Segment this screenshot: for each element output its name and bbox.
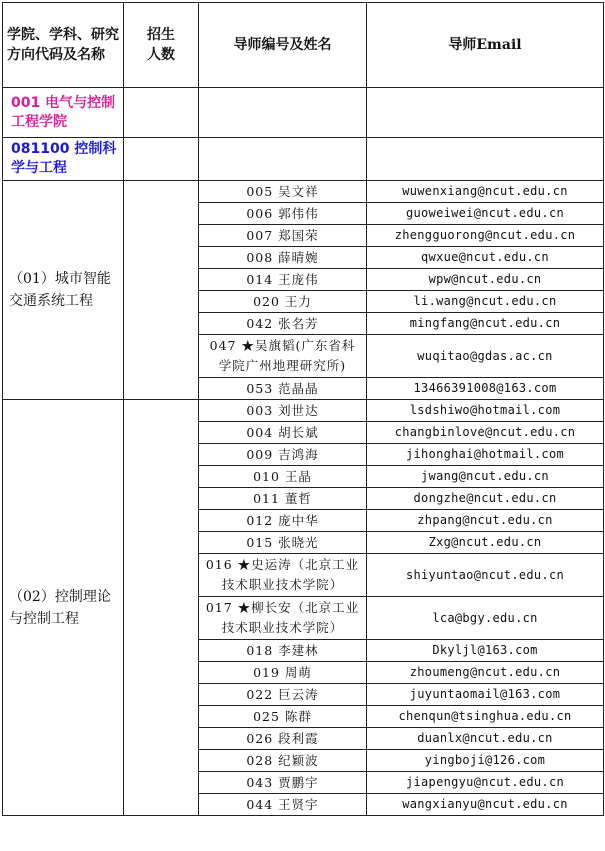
empty-cell xyxy=(367,138,604,181)
advisor-name: 012 庞中华 xyxy=(199,510,367,532)
empty-cell xyxy=(199,138,367,181)
advisor-name: 019 周萌 xyxy=(199,662,367,684)
discipline-name: 081100 控制科学与工程 xyxy=(3,138,124,181)
advisor-email[interactable]: guoweiwei@ncut.edu.cn xyxy=(367,203,604,225)
advisor-email[interactable]: li.wang@ncut.edu.cn xyxy=(367,291,604,313)
advisor-email[interactable]: wpw@ncut.edu.cn xyxy=(367,269,604,291)
empty-cell xyxy=(367,88,604,138)
advisor-email[interactable]: duanlx@ncut.edu.cn xyxy=(367,728,604,750)
advisor-name: 016 ★史运涛（北京工业技术职业技术学院） xyxy=(199,554,367,597)
advisor-email[interactable]: zhpang@ncut.edu.cn xyxy=(367,510,604,532)
advisor-email[interactable]: dongzhe@ncut.edu.cn xyxy=(367,488,604,510)
advisor-email[interactable]: lsdshiwo@hotmail.com xyxy=(367,400,604,422)
header-row xyxy=(3,3,604,88)
advisor-email[interactable]: qwxue@ncut.edu.cn xyxy=(367,247,604,269)
advisor-email[interactable]: mingfang@ncut.edu.cn xyxy=(367,313,604,335)
advisor-row xyxy=(3,181,604,203)
advisor-name: 022 巨云涛 xyxy=(199,684,367,706)
advisor-name: 042 张名芳 xyxy=(199,313,367,335)
advisor-email[interactable]: lca@bgy.edu.cn xyxy=(367,597,604,640)
advisor-email[interactable]: jihonghai@hotmail.com xyxy=(367,444,604,466)
enrollment-count xyxy=(124,400,199,816)
discipline-row xyxy=(3,138,604,181)
advisor-email[interactable]: 13466391008@163.com xyxy=(367,378,604,400)
advisor-email[interactable]: yingboji@126.com xyxy=(367,750,604,772)
advisor-name: 005 吴文祥 xyxy=(199,181,367,203)
advisor-name: 028 纪颖波 xyxy=(199,750,367,772)
research-direction: （02）控制理论与控制工程 xyxy=(3,400,124,816)
college-name: 001 电气与控制工程学院 xyxy=(3,88,124,138)
advisor-email[interactable]: zhoumeng@ncut.edu.cn xyxy=(367,662,604,684)
advisor-email[interactable]: Dkyljl@163.com xyxy=(367,640,604,662)
advisor-name: 008 薛晴婉 xyxy=(199,247,367,269)
advisor-email[interactable]: jiapengyu@ncut.edu.cn xyxy=(367,772,604,794)
advisor-email[interactable]: changbinlove@ncut.edu.cn xyxy=(367,422,604,444)
advisor-email[interactable]: shiyuntao@ncut.edu.cn xyxy=(367,554,604,597)
header-direction: 学院、学科、研究方向代码及名称 xyxy=(3,3,124,88)
advisor-email[interactable]: wuwenxiang@ncut.edu.cn xyxy=(367,181,604,203)
advisor-name: 009 吉鸿海 xyxy=(199,444,367,466)
advisor-name: 015 张晓光 xyxy=(199,532,367,554)
advisor-name: 025 陈群 xyxy=(199,706,367,728)
advisor-name: 011 董哲 xyxy=(199,488,367,510)
advisor-name: 026 段利霞 xyxy=(199,728,367,750)
advisor-email[interactable]: Zxg@ncut.edu.cn xyxy=(367,532,604,554)
empty-cell xyxy=(124,88,199,138)
header-email: 导师Email xyxy=(367,3,604,88)
advisor-name: 010 王晶 xyxy=(199,466,367,488)
advisor-email[interactable]: wuqitao@gdas.ac.cn xyxy=(367,335,604,378)
enrollment-count xyxy=(124,181,199,400)
empty-cell xyxy=(124,138,199,181)
advisor-name: 017 ★柳长安（北京工业技术职业技术学院） xyxy=(199,597,367,640)
advisor-email[interactable]: wangxianyu@ncut.edu.cn xyxy=(367,794,604,816)
header-enrollment: 招生人数 xyxy=(124,3,199,88)
advisor-email[interactable]: juyuntaomail@163.com xyxy=(367,684,604,706)
advisor-name: 014 王庞伟 xyxy=(199,269,367,291)
advisor-email[interactable]: zhengguorong@ncut.edu.cn xyxy=(367,225,604,247)
advisor-name: 044 王贤宇 xyxy=(199,794,367,816)
advisor-email[interactable]: chenqun@tsinghua.edu.cn xyxy=(367,706,604,728)
advisor-email[interactable]: jwang@ncut.edu.cn xyxy=(367,466,604,488)
advisor-name: 006 郭伟伟 xyxy=(199,203,367,225)
advisor-name: 020 王力 xyxy=(199,291,367,313)
advisor-name: 018 李建林 xyxy=(199,640,367,662)
advisor-table xyxy=(2,2,604,816)
advisor-name: 047 ★吴旗韬(广东省科学院广州地理研究所) xyxy=(199,335,367,378)
advisor-name: 053 范晶晶 xyxy=(199,378,367,400)
empty-cell xyxy=(199,88,367,138)
advisor-row xyxy=(3,400,604,422)
research-direction: （01）城市智能交通系统工程 xyxy=(3,181,124,400)
advisor-name: 004 胡长斌 xyxy=(199,422,367,444)
advisor-name: 043 贾鹏宇 xyxy=(199,772,367,794)
advisor-name: 007 郑国荣 xyxy=(199,225,367,247)
header-advisor: 导师编号及姓名 xyxy=(199,3,367,88)
advisor-name: 003 刘世达 xyxy=(199,400,367,422)
college-row xyxy=(3,88,604,138)
